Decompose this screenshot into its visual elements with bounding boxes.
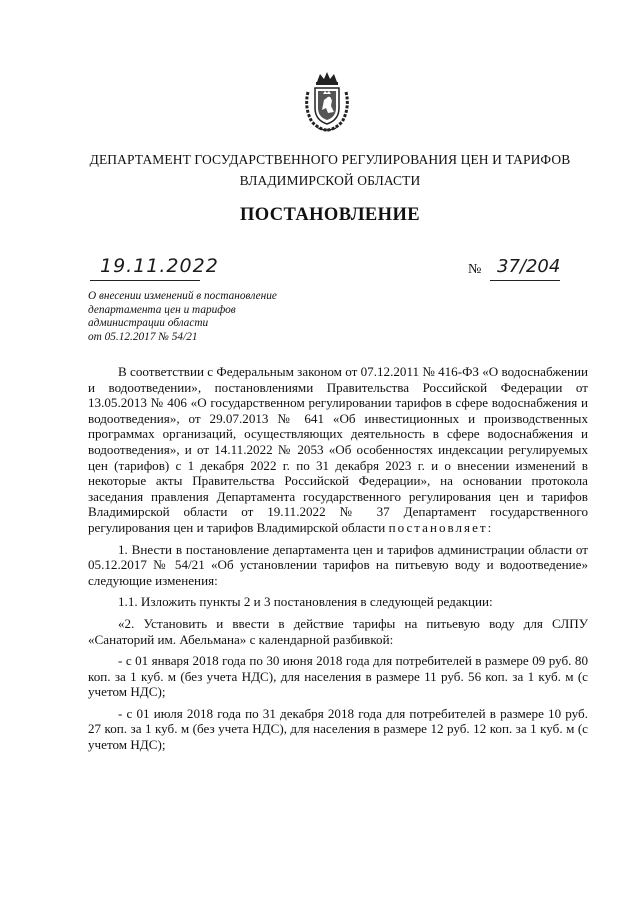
coat-of-arms-icon <box>300 70 354 132</box>
number-label: № <box>468 262 482 277</box>
document-subject <box>88 290 328 344</box>
resolves-word: постановляет: <box>388 519 494 535</box>
number-underline <box>490 280 560 281</box>
item-1-1-paragraph: 1.1. Изложить пункты 2 и 3 постановления в следующей редакции: <box>118 594 493 610</box>
document-number: 37/204 <box>497 256 561 277</box>
department-name-line2: ВЛАДИМИРСКОЙ ОБЛАСТИ <box>239 173 421 188</box>
preamble-text: В соответствии с Федеральным законом от 07.12.2011 № 416-ФЗ «О водоснабжении и водоотведении», постановлениями Правительства Российской Федерации от 13.05.2013 № 406 «О государственном регулировании тарифов в сфере водоснабжения и водоотведения», от 29.07.2013 № 641 «Об инвестиционных и производственных программах организаций, осуществляющих деятельность в сфере водоснабжения и водоотведения», и от 14.11.2022 № 2053 «Об особенностях индексации регулируемых цен (тарифов) с 1 декабря 2022 г. по 31 декабря 2023 г. и о внесении изменений в некоторые акты Правительства Российской Федерации», на основании протокола заседания правления Департамента государственного регулирования цен и тарифов Владимирской области от 19.11.2022 № 37 Департамент государственного регулирования цен и тарифов Владимирской области <box>88 364 589 535</box>
tariff-period-2-paragraph: - с 01 июля 2018 года по 31 декабря 2018 года для потребителей в размере 10 руб. 27 коп. за 1 куб. м (без учета НДС), для населения в размере 12 руб. 12 коп. за 1 куб. м (с учетом НДС); <box>88 705 588 753</box>
document-body <box>88 364 588 759</box>
department-name-line1: ДЕПАРТАМЕНТ ГОСУДАРСТВЕННОГО РЕГУЛИРОВАНИЯ ЦЕН И ТАРИФОВ <box>89 152 571 167</box>
subject-line: О внесении изменений в постановление <box>88 290 277 302</box>
preamble-paragraph <box>88 364 588 536</box>
document-date: 19.11.2022 <box>100 255 219 277</box>
tariff-period-1-paragraph: - с 01 января 2018 года по 30 июня 2018 года для потребителей в размере 09 руб. 80 коп. за 1 куб. м (без учета НДС), для населения в размере 11 руб. 56 коп. за 1 куб. м (с учетом НДС); <box>88 653 588 700</box>
subject-line: от 05.12.2017 № 54/21 <box>88 330 198 343</box>
item-2-paragraph: «2. Установить и ввести в действие тарифы на питьевую воду для СЛПУ «Санаторий им. Абельмана» с календарной разбивкой: <box>88 615 588 647</box>
document-type-title: ПОСТАНОВЛЕНИЕ <box>239 205 420 225</box>
item-1-paragraph: 1. Внести в постановление департамента цен и тарифов администрации области от 05.12.2017 № 54/21 «Об установлении тарифов на питьевую воду и водоотведение» следующие изменения: <box>88 541 588 588</box>
subject-line: администрации области <box>88 317 209 329</box>
subject-line: департамента цен и тарифов <box>88 303 236 316</box>
date-underline <box>90 280 200 281</box>
